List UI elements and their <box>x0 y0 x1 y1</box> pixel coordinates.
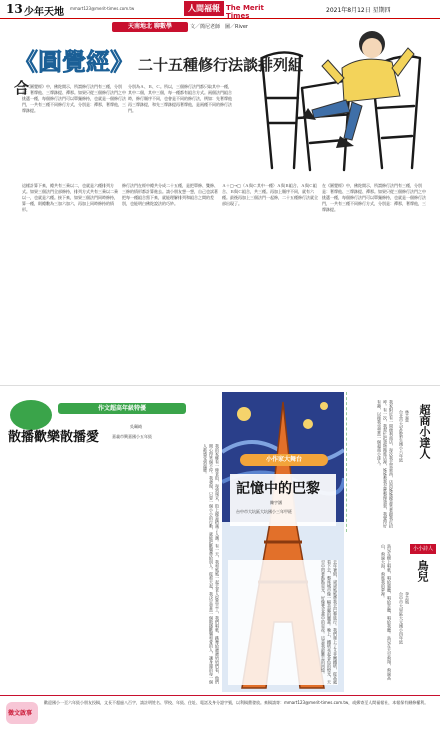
article5-school: 台中市大里區大元國小四年級 <box>399 592 404 644</box>
article5-body: 鳥兒在樹上唱歌，唱給風聽，唱給雲聽，唱給我聽。鳥兒在天空飛翔，飛過高山，飛過大海，飛進我的夢裡。 <box>381 544 392 680</box>
article-headline <box>14 42 314 97</box>
footer-text: 歡迎國小一至六年級小朋友投稿，文長不超過八百字，請註明姓名、學校、年級、住址、電話及身分證字號，以利稿費發放。來稿請寄：mmart123@merit-times.com.tw，或郵寄至人間福報社，本報保有刪修權利。 <box>44 700 429 705</box>
section-title: 少年天地 <box>24 7 64 18</box>
article2-title: 散播歡樂散播愛 <box>8 430 100 445</box>
logo-en: The Merit Times <box>226 4 264 20</box>
article5-column-tag: 小小詩人 <box>410 544 436 554</box>
article1-body-col2: 分別為Ａ、Ｂ、Ｃ。所以，三個修行法門都只取其中一種，其中二個，其中三個，每一種都有組合方式。兩個法門組合時，修行順序不同，也會是不同的修行法，例如：先奢摩他再三摩鉢提，和先三摩鉢提再奢摩他，是兩種不同的修行法門。 <box>128 84 232 113</box>
article3-body: 去年暑假，爸爸媽媽帶我去巴黎旅行。我們爬上了艾菲爾鐵塔，從高處看下去，整座城市像一幅美麗的圖畫。晚上，鐵塔亮起金色的燈光，天空中閃著點點星光，好像梵谷畫中的星夜。這是我最難忘的回憶。 <box>228 560 338 685</box>
newspaper-logo <box>184 1 270 20</box>
article4-title: 超商小達人 <box>418 404 431 459</box>
page-number: 13 <box>6 2 23 16</box>
article5-author: 李芸嫣 <box>405 592 410 604</box>
article2-author: 吳珮綺 <box>130 424 142 429</box>
headline-rest: 二十五種修行法談排列組合 <box>14 56 304 97</box>
section-divider <box>0 385 440 386</box>
section-tag: 天南地北 聊數學 <box>112 22 188 32</box>
article3-school: 台中市大坑區大坑國小三年甲班 <box>236 509 292 514</box>
article3-title: 記憶中的巴黎 <box>236 481 320 497</box>
footer-rule <box>0 695 440 696</box>
article2-column-tag: 作文超高年級特優 <box>58 403 186 414</box>
article3-column-tag: 小作家大舞台 <box>240 454 328 466</box>
header-email[interactable]: mmart123@merit-times.com.tw <box>70 6 135 11</box>
article2-school: 嘉義市興嘉國小五年級 <box>112 434 152 439</box>
article1-body-col6: 在《圓覺經》中，佛陀開示，所謂修行法門有三種，分別是：奢摩他、三摩鉢提、禪那。如果只從三個修行法門之中挑選一種，每個修行法門可以單獨修持，也就是一個修行法門，一共有三種不同修行方式，分別是：禪那，奢摩他，三摩鉢提。 <box>322 183 426 212</box>
article4-school: 台北市大安區新生國小六年級 <box>399 410 404 462</box>
article-byline: 文／簡尼老師 圖／River <box>190 24 248 30</box>
logo-cn: 人間福報 <box>184 1 224 16</box>
article2-body: 我的家鄉有一條老街，每到週末，街上總是擠滿了人潮。有一天，我和媽媽一起去老人院當志工，我們唱歌、跳舞給爺爺奶奶們看，他們開心得笑個不停。我發現，只要一個小小的行動，就能把歡樂帶給別人。從那天起，我決定要當一個散播歡樂和愛的人，讓身邊的每一個人都感受到溫暖。 <box>203 444 220 684</box>
article1-body-col4: 修行法門在經中總共分成二十五種，是把單修、雙修、三修的情形都計算進去。請小朋友想一想，自己也試著把每一種組合寫下來，就能理解排列和組合之間的差別，也能明白佛陀說法的巧妙。 <box>122 183 218 206</box>
article5-title: 鳥兒 <box>416 560 429 582</box>
article3-author: 陳宇涵 <box>270 500 282 505</box>
headline-quote: 《圓覺經》 <box>14 47 134 76</box>
article1-body-col1: 在《圓覺經》中，佛陀開示，所謂修行法門有三種，分別是：奢摩他、三摩鉢提、禪那。如果只從三個修行法門之中挑選一種，每個修行法門可以單獨修持，也就是一個修行法門，一共有三種不同修行方式，分別是：禪那，奢摩他，三摩鉢提。 <box>22 84 126 113</box>
article4-author: 林芯蕾 <box>405 410 410 422</box>
article1-body-col5: Ａ＋□→□（Ａ與Ｃ其中一種）Ａ與Ｂ組合、Ａ與Ｃ組合、Ｂ與Ｃ組合，共三種。再加上順序不同，就有六種。最後再加上三個法門一起修，二十五種修行法就全部出現了。 <box>222 183 318 206</box>
article1-body-col3: 這樣計算下來，總共有三乘以二，也就是六種排列方式。如果三個法門全部修持，排列方式共有三乘以二乘以一，也就是六種。接下來，如果三個法門同時修持，算一種，則總數為三加六加六，再加上同時修持的情形。 <box>22 183 118 212</box>
article4-body: 我家附近有一間便利商店，每次我去買東西，店員姊姊總是笑著跟我打招呼。有一次，我幫忙把貨物搬進店裡，姊姊教我怎麼整理貨架，我覺得好有趣，以後我也想當一個超商小達人。 <box>377 400 394 528</box>
issue-date: 2021年8月12日 星期四 <box>326 7 391 14</box>
footer-tag: 徵文啟事 <box>8 710 33 717</box>
